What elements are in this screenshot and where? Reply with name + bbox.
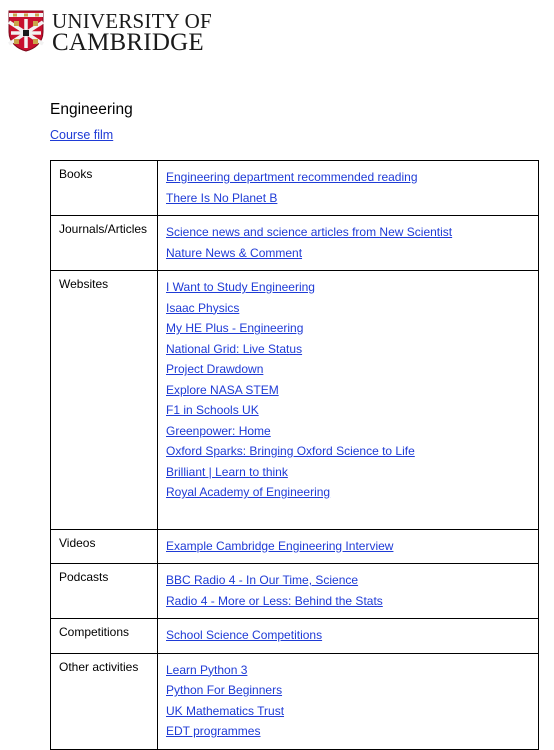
category-cell	[51, 216, 158, 271]
course-film-link[interactable]: Course film	[50, 128, 114, 142]
category-cell	[51, 161, 158, 216]
category-cell	[51, 653, 158, 749]
links-cell	[158, 619, 539, 654]
table-row	[51, 564, 539, 619]
links-cell	[158, 564, 539, 619]
resource-link[interactable]: Example Cambridge Engineering Interview	[166, 538, 394, 553]
resource-link[interactable]: Radio 4 - More or Less: Behind the Stats	[166, 593, 383, 608]
resource-link[interactable]: Nature News & Comment	[166, 245, 303, 260]
cambridge-shield-icon	[8, 10, 44, 52]
resource-link[interactable]: National Grid: Live Status	[166, 341, 303, 356]
university-logo	[8, 10, 212, 54]
resource-link[interactable]: UK Mathematics Trust	[166, 703, 285, 718]
table-row	[51, 529, 539, 564]
page-title: Engineering	[50, 101, 133, 118]
links-cell	[158, 161, 539, 216]
resource-link[interactable]: Learn Python 3	[166, 662, 248, 677]
resource-link[interactable]: Explore NASA STEM	[166, 382, 279, 397]
category-cell	[51, 619, 158, 654]
resource-link[interactable]: Brilliant | Learn to think	[166, 464, 288, 479]
resource-link[interactable]: BBC Radio 4 - In Our Time, Science	[166, 573, 359, 587]
resource-link[interactable]: Isaac Physics	[166, 300, 240, 315]
resource-link[interactable]: EDT programmes	[166, 724, 261, 738]
table-row	[51, 216, 539, 271]
category-label: Competitions	[59, 625, 130, 639]
category-label: Journals/Articles	[59, 222, 148, 236]
category-label: Videos	[59, 535, 96, 550]
logo-line-1: UNIVERSITY OF	[52, 9, 212, 33]
resource-link[interactable]: Engineering department recommended reading	[166, 170, 418, 184]
resource-link[interactable]: Oxford Sparks: Bringing Oxford Science to Life	[166, 444, 415, 458]
resource-link[interactable]: Greenpower: Home	[166, 423, 271, 438]
table-row	[51, 271, 539, 530]
resource-link[interactable]: Royal Academy of Engineering	[166, 485, 331, 499]
resource-link[interactable]: I Want to Study Engineering	[166, 280, 315, 294]
category-cell	[51, 271, 158, 530]
links-cell	[158, 653, 539, 749]
links-cell	[158, 271, 539, 530]
table-row	[51, 653, 539, 749]
resource-link[interactable]: Project Drawdown	[166, 362, 264, 376]
category-cell	[51, 564, 158, 619]
resource-link[interactable]: Science news and science articles from New Scientist	[166, 225, 453, 239]
resources-table	[50, 160, 539, 750]
category-label: Podcasts	[59, 570, 109, 584]
category-label: Books	[59, 167, 93, 181]
links-cell	[158, 529, 539, 564]
resource-link[interactable]: My HE Plus - Engineering	[166, 321, 304, 335]
category-label: Websites	[59, 277, 109, 291]
resource-link[interactable]: Python For Beginners	[166, 683, 283, 697]
table-row	[51, 161, 539, 216]
resource-link[interactable]: School Science Competitions	[166, 628, 323, 642]
resource-link[interactable]: F1 in Schools UK	[166, 403, 259, 417]
logo-line-2: CAMBRIDGE	[52, 29, 204, 56]
category-cell	[51, 529, 158, 564]
resource-link[interactable]: There Is No Planet B	[166, 190, 278, 205]
links-cell	[158, 216, 539, 271]
table-row	[51, 619, 539, 654]
logo-wordmark	[52, 10, 212, 54]
category-label: Other activities	[59, 659, 139, 674]
